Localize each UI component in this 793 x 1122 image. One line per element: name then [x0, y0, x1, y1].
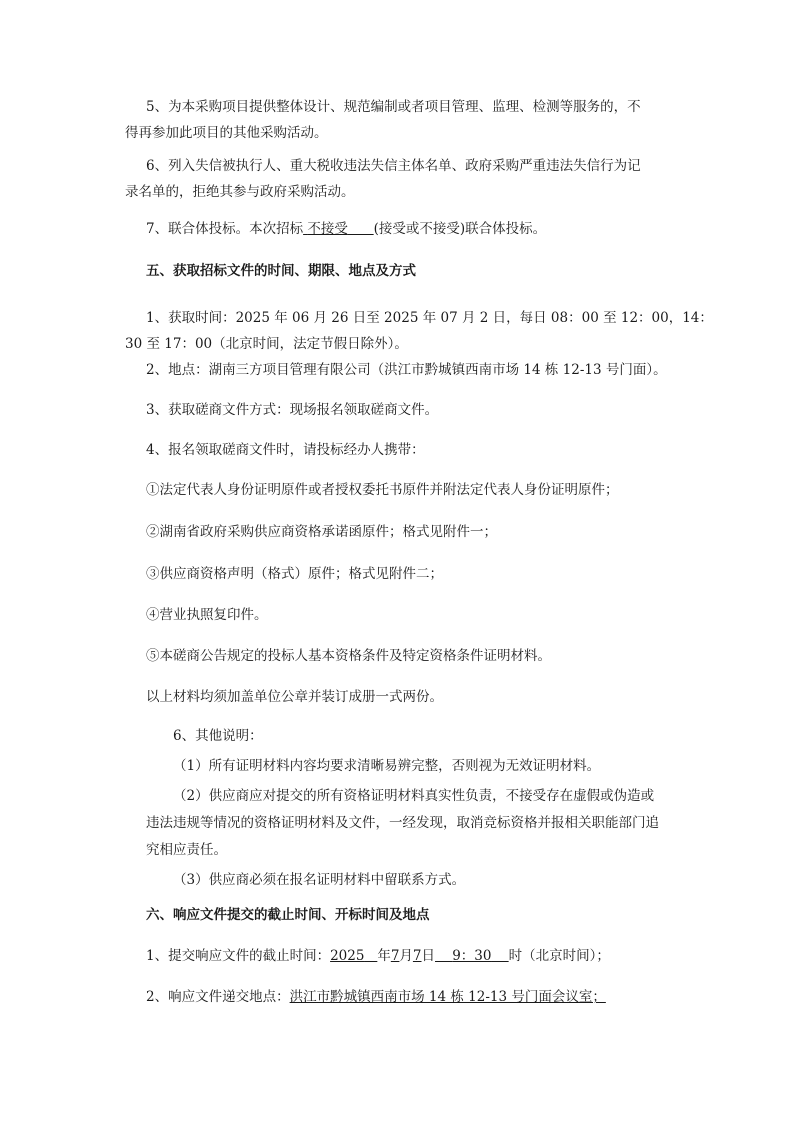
deadline-time-text: 9：30 — [452, 948, 492, 964]
item-5-line-1: 5、为本采购项目提供整体设计、规范编制或者项目管理、监理、检测等服务的，不 — [146, 99, 641, 115]
item-6-line-1: 6、列入失信被执行人、重大税收违法失信主体名单、政府采购严重违法失信行为记 — [146, 158, 641, 174]
section-5-title: 五、获取招标文件的时间、期限、地点及方式 — [146, 263, 416, 279]
s5-item-4: 4、报名领取磋商文件时，请投标经办人携带： — [146, 442, 425, 458]
s6-place — [146, 984, 646, 1010]
deadline-year-text: 2025 — [330, 948, 365, 964]
place-value: 洪江市黔城镇西南市场 14 栋 12-13 号门面会议室； — [289, 989, 606, 1005]
s6-deadline — [146, 943, 646, 969]
s5-circle-4: ④营业执照复印件。 — [146, 607, 268, 623]
item-6-line-2: 录名单的，拒绝其参与政府采购活动。 — [125, 184, 355, 200]
s5-item-1-line-1: 1、获取时间：2025 年 06 月 26 日至 2025 年 07 月 2 日，每日 08：00 至 12：00，14： — [146, 310, 713, 326]
section-6-title: 六、响应文件提交的截止时间、开标时间及地点 — [146, 907, 430, 923]
item-7-suffix: (接受或不接受)联合体投标。 — [373, 221, 547, 237]
s5-circle-5: ⑤本磋商公告规定的投标人基本资格条件及特定资格条件证明材料。 — [146, 648, 551, 664]
s5-other-2-line-1: （2）供应商应对提交的所有资格证明材料真实性负责，不接受存在虚假或伪造或 — [173, 788, 655, 804]
s5-note: 以上材料均须加盖单位公章并装订成册一式两份。 — [146, 689, 443, 705]
item-7-prefix: 7、联合体投标。本次招标 — [146, 221, 304, 237]
s5-circle-1: ①法定代表人身份证明原件或者授权委托书原件并附法定代表人身份证明原件； — [146, 482, 619, 498]
deadline-year — [330, 948, 377, 964]
place-prefix: 2、响应文件递交地点： — [146, 989, 290, 1005]
s5-circle-3: ③供应商资格声明（格式）原件；格式见附件二； — [146, 566, 443, 582]
s5-item-1-line-2: 30 至 17：00（北京时间，法定节假日除外）。 — [125, 336, 408, 352]
deadline-year-unit: 年 — [377, 948, 391, 964]
s5-other-2-line-3: 究相应责任。 — [146, 842, 227, 858]
deadline-day-unit: 日 — [421, 948, 436, 964]
deadline-time — [435, 948, 509, 964]
s5-circle-2: ②湖南省政府采购供应商资格承诺函原件；格式见附件一； — [146, 524, 497, 540]
s5-other-3: （3）供应商必须在报名证明材料中留联系方式。 — [173, 872, 466, 888]
s5-item-6: 6、其他说明： — [173, 728, 263, 744]
s5-item-2: 2、地点：湖南三方项目管理有限公司（洪江市黔城镇西南市场 14 栋 12-13 号门面）。 — [146, 362, 667, 378]
item-5-line-2: 得再参加此项目的其他采购活动。 — [125, 125, 328, 141]
s5-other-1: （1）所有证明材料内容均要求清晰易辨完整，否则视为无效证明材料。 — [173, 758, 601, 774]
item-7 — [146, 216, 646, 242]
deadline-month: 7 — [390, 948, 400, 964]
deadline-suffix: 时（北京时间）； — [508, 948, 610, 964]
deadline-month-unit: 月 — [399, 948, 413, 964]
deadline-day: 7 — [412, 948, 422, 964]
item-7-value-text: 不接受 — [307, 221, 348, 237]
deadline-prefix: 1、提交响应文件的截止时间： — [146, 948, 331, 964]
item-7-value — [303, 221, 374, 237]
s5-other-2-line-2: 违法违规等情况的资格证明材料及文件，一经发现，取消竞标资格并报相关职能部门追 — [146, 815, 659, 831]
s5-item-3: 3、获取磋商文件方式：现场报名领取磋商文件。 — [146, 402, 439, 418]
